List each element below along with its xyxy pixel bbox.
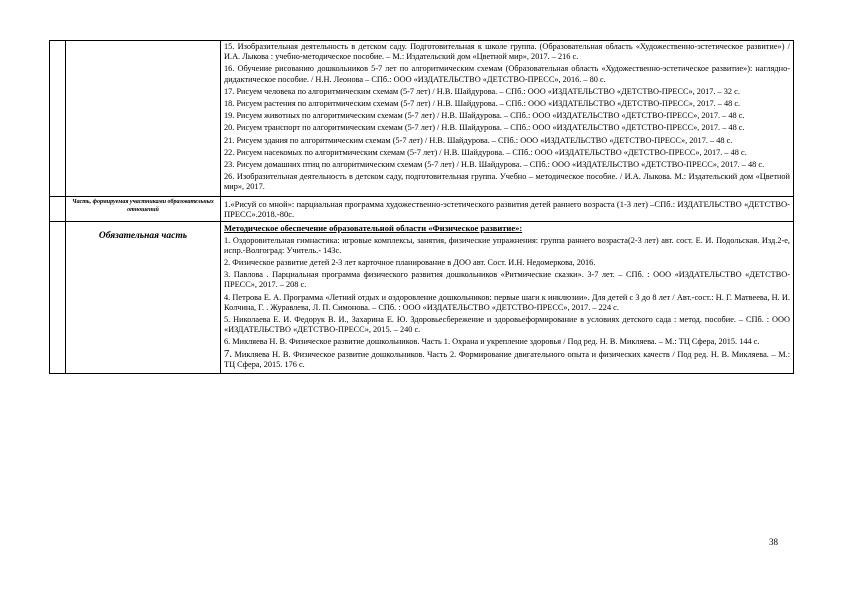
content-cell [221, 196, 794, 221]
index-cell [50, 222, 66, 374]
list-item: 1.«Рисуй со мной»: парциальная программа художественно-эстетического развития детей раннего возраста (1-3 лет) –СПб.: ИЗДАТЕЛЬСТВО «ДЕТСТВО-ПРЕСС».2018.-80с. [224, 198, 790, 219]
list-item: 4. Петрова Е. А. Программа «Летний отдых и оздоровление дошкольников: первые шаги к инклюзии». Для детей с 3 до 8 лет / Авт.-сост.: Н. Г. Матвеева, Н. И. Колчина, Г. . Журавлева, Л. П. Симонова. – СПб. : ООО «ИЗДАТЕЛЬСТВО «ДЕТСТВО-ПРЕСС», 2017. – 224 с. [224, 292, 790, 312]
row-label: Обязательная часть [98, 231, 188, 242]
list-item: 21. Рисуем здания по алгоритмическим схемам (5-7 лет) / Н.В. Шайдурова. – СПб.: ООО «ИЗДАТЕЛЬСТВО «ДЕТСТВО-ПРЕСС», 2017. – 48 с. [224, 135, 733, 145]
label-cell [66, 196, 221, 221]
list-item: 2. Физическое развитие детей 2-3 лет карточное планирование в ДОО авт. Сост. И.Н. Недомеркова, 2016. [224, 257, 596, 267]
section-title: Методическое обеспечение образовательной области «Физическое развитие»: [224, 223, 523, 234]
list-item [224, 350, 790, 370]
list-item: 18. Рисуем растения по алгоритмическим схемам (5-7 лет) / Н.В. Шайдурова. – СПб.: ООО «ИЗДАТЕЛЬСТВО «ДЕТСТВО-ПРЕСС», 2017. – 48 с. [224, 99, 741, 109]
list-item-number: 7. [224, 348, 232, 360]
table-row-mandatory-part [50, 222, 794, 374]
content-cell [221, 222, 794, 374]
list-item: 26. Изобразительная деятельность в детском саду, подготовительная группа. Учебно – методическое пособие. / И.А. Лыкова. М.: Издательский дом «Цветной мир», 2017. [224, 172, 790, 192]
list-item: 5. Николаева Е. И. Федорук В. И., Захарина Е. Ю. Здоровьесбережение и здоровьеформирование в условиях детского сада : метод. пособие. – СПб. : ООО «ИЗДАТЕЛЬСТВО «ДЕТСТВО-ПРЕСС», 2015. – 240 с. [224, 314, 790, 335]
list-item: 1. Оздоровительная гимнастика: игровые комплексы, занятия, физические упражнения: группа раннего возраста(2-3 лет) авт. сост. Е. И. Подольская. Изд.2-е, испр.-Волгоград: Учитель.- 143с. [224, 235, 790, 255]
label-cell [66, 41, 221, 197]
index-cell [50, 41, 66, 197]
list-item: 17. Рисуем человека по алгоритмическим схемам (5-7 лет) / Н.В. Шайдурова. – СПб.: ООО «ИЗДАТЕЛЬСТВО «ДЕТСТВО-ПРЕСС», 2017. – 32 с. [224, 86, 740, 96]
list-item: 20. Рисуем транспорт по алгоритмическим схемам (5-7 лет) / Н.В. Шайдурова. – СПб.: ООО «ИЗДАТЕЛЬСТВО «ДЕТСТВО-ПРЕСС», 2017. – 48 с. [224, 123, 745, 133]
table-row-participants-part [50, 196, 794, 221]
list-item: 23. Рисуем домашних птиц по алгоритмическим схемам (5-7 лет) / Н.В. Шайдурова. – СПб.: ООО «ИЗДАТЕЛЬСТВО «ДЕТСТВО-ПРЕСС», 2017. – 48 с. [224, 160, 765, 170]
list-item: 16. Обучение рисованию дошкольников 5-7 лет по алгоритмическим схемам (Образовательная область «Художественно-эстетическое развитие»): наглядно-дидактическое пособие. / Н.Н. Леонова – СПб.: ООО «ИЗДАТЕЛЬСТВО «ДЕТСТВО-ПРЕСС», 2016. – 80 с. [224, 64, 790, 84]
index-cell [50, 196, 66, 221]
list-item: 22. Рисуем насекомых по алгоритмическим схемам (5-7 лет) / Н.В. Шайдурова. – СПб.: ООО «ИЗДАТЕЛЬСТВО «ДЕТСТВО-ПРЕСС», 2017. – 48 с. [224, 147, 747, 157]
label-cell [66, 222, 221, 374]
list-item: 6. Микляева Н. В. Физическое развитие дошкольников. Часть 1. Охрана и укрепление здоровья / Под ред. Н. В. Микляева. – М.: ТЦ Сфера, 2015. 144 с. [224, 337, 760, 347]
list-item: 19. Рисуем животных по алгоритмическим схемам (5-7 лет) / Н.В. Шайдурова. – СПб.: ООО «ИЗДАТЕЛЬСТВО «ДЕТСТВО-ПРЕСС», 2017. – 48 с. [224, 111, 745, 121]
list-item: 3. Павлова . Парциальная программа физического развития дошкольников «Ритмические сказки». 3-7 лет. – СПб. : ООО «ИЗДАТЕЛЬСТВО «ДЕТСТВО-ПРЕСС», 2017. – 208 с. [224, 270, 790, 290]
page-number: 38 [769, 537, 778, 547]
literature-table [49, 40, 794, 374]
row-label: Часть, формируемая участниками образовательных отношений [72, 198, 214, 213]
list-item: 15. Изобразительная деятельность в детском саду. Подготовительная к школе группа. (Образовательная область «Художественно-эстетическое развитие») / И.А. Лыкова : учебно-методическое пособие. – М.: Издательский дом «Цветной мир», 2017. – 216 с. [224, 42, 790, 62]
content-cell [221, 41, 794, 197]
table-row-art-literature [50, 41, 794, 197]
list-item-text: Микляева Н. В. Физическое развитие дошкольников. Часть 2. Формирование двигательного опыта и физических качеств / Под ред. Н. В. Микляева. – М.: ТЦ Сфера, 2015. 176 с. [224, 349, 790, 369]
